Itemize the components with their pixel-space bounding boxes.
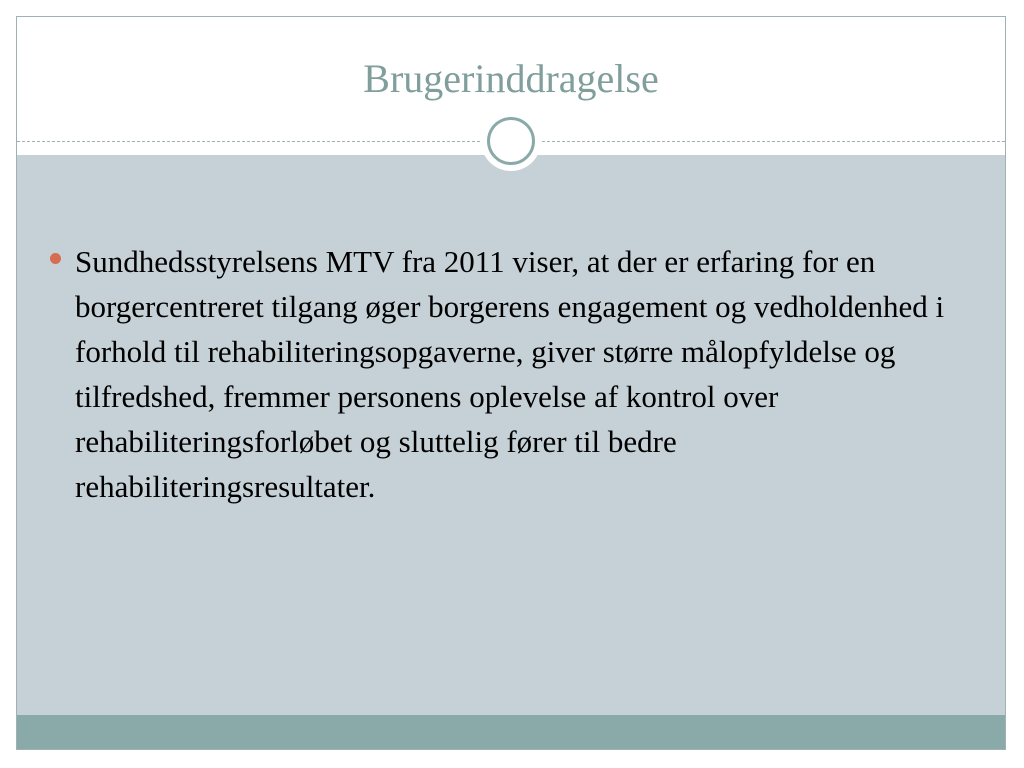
divider-circle-inner [487,117,535,165]
footer-band [17,715,1005,750]
bullet-list [49,239,979,509]
bullet-text: Sundhedsstyrelsens MTV fra 2011 viser, at der er erfaring for en borgercentreret tilgang øger borgerens engagement og vedholdenhed i forhold til rehabiliteringsopgaverne, giver større målopfyldelse og tilfredshed, fremmer personens oplevelse af kontrol over rehabiliteringsforløbet og sluttelig fører til bedre rehabiliteringsresultater. [75,244,945,504]
divider-circle-icon [481,111,541,171]
bullet-dot-icon [50,253,61,264]
slide-frame [16,16,1006,750]
bullet-item [49,239,979,509]
slide-title: Brugerinddragelse [363,56,659,101]
